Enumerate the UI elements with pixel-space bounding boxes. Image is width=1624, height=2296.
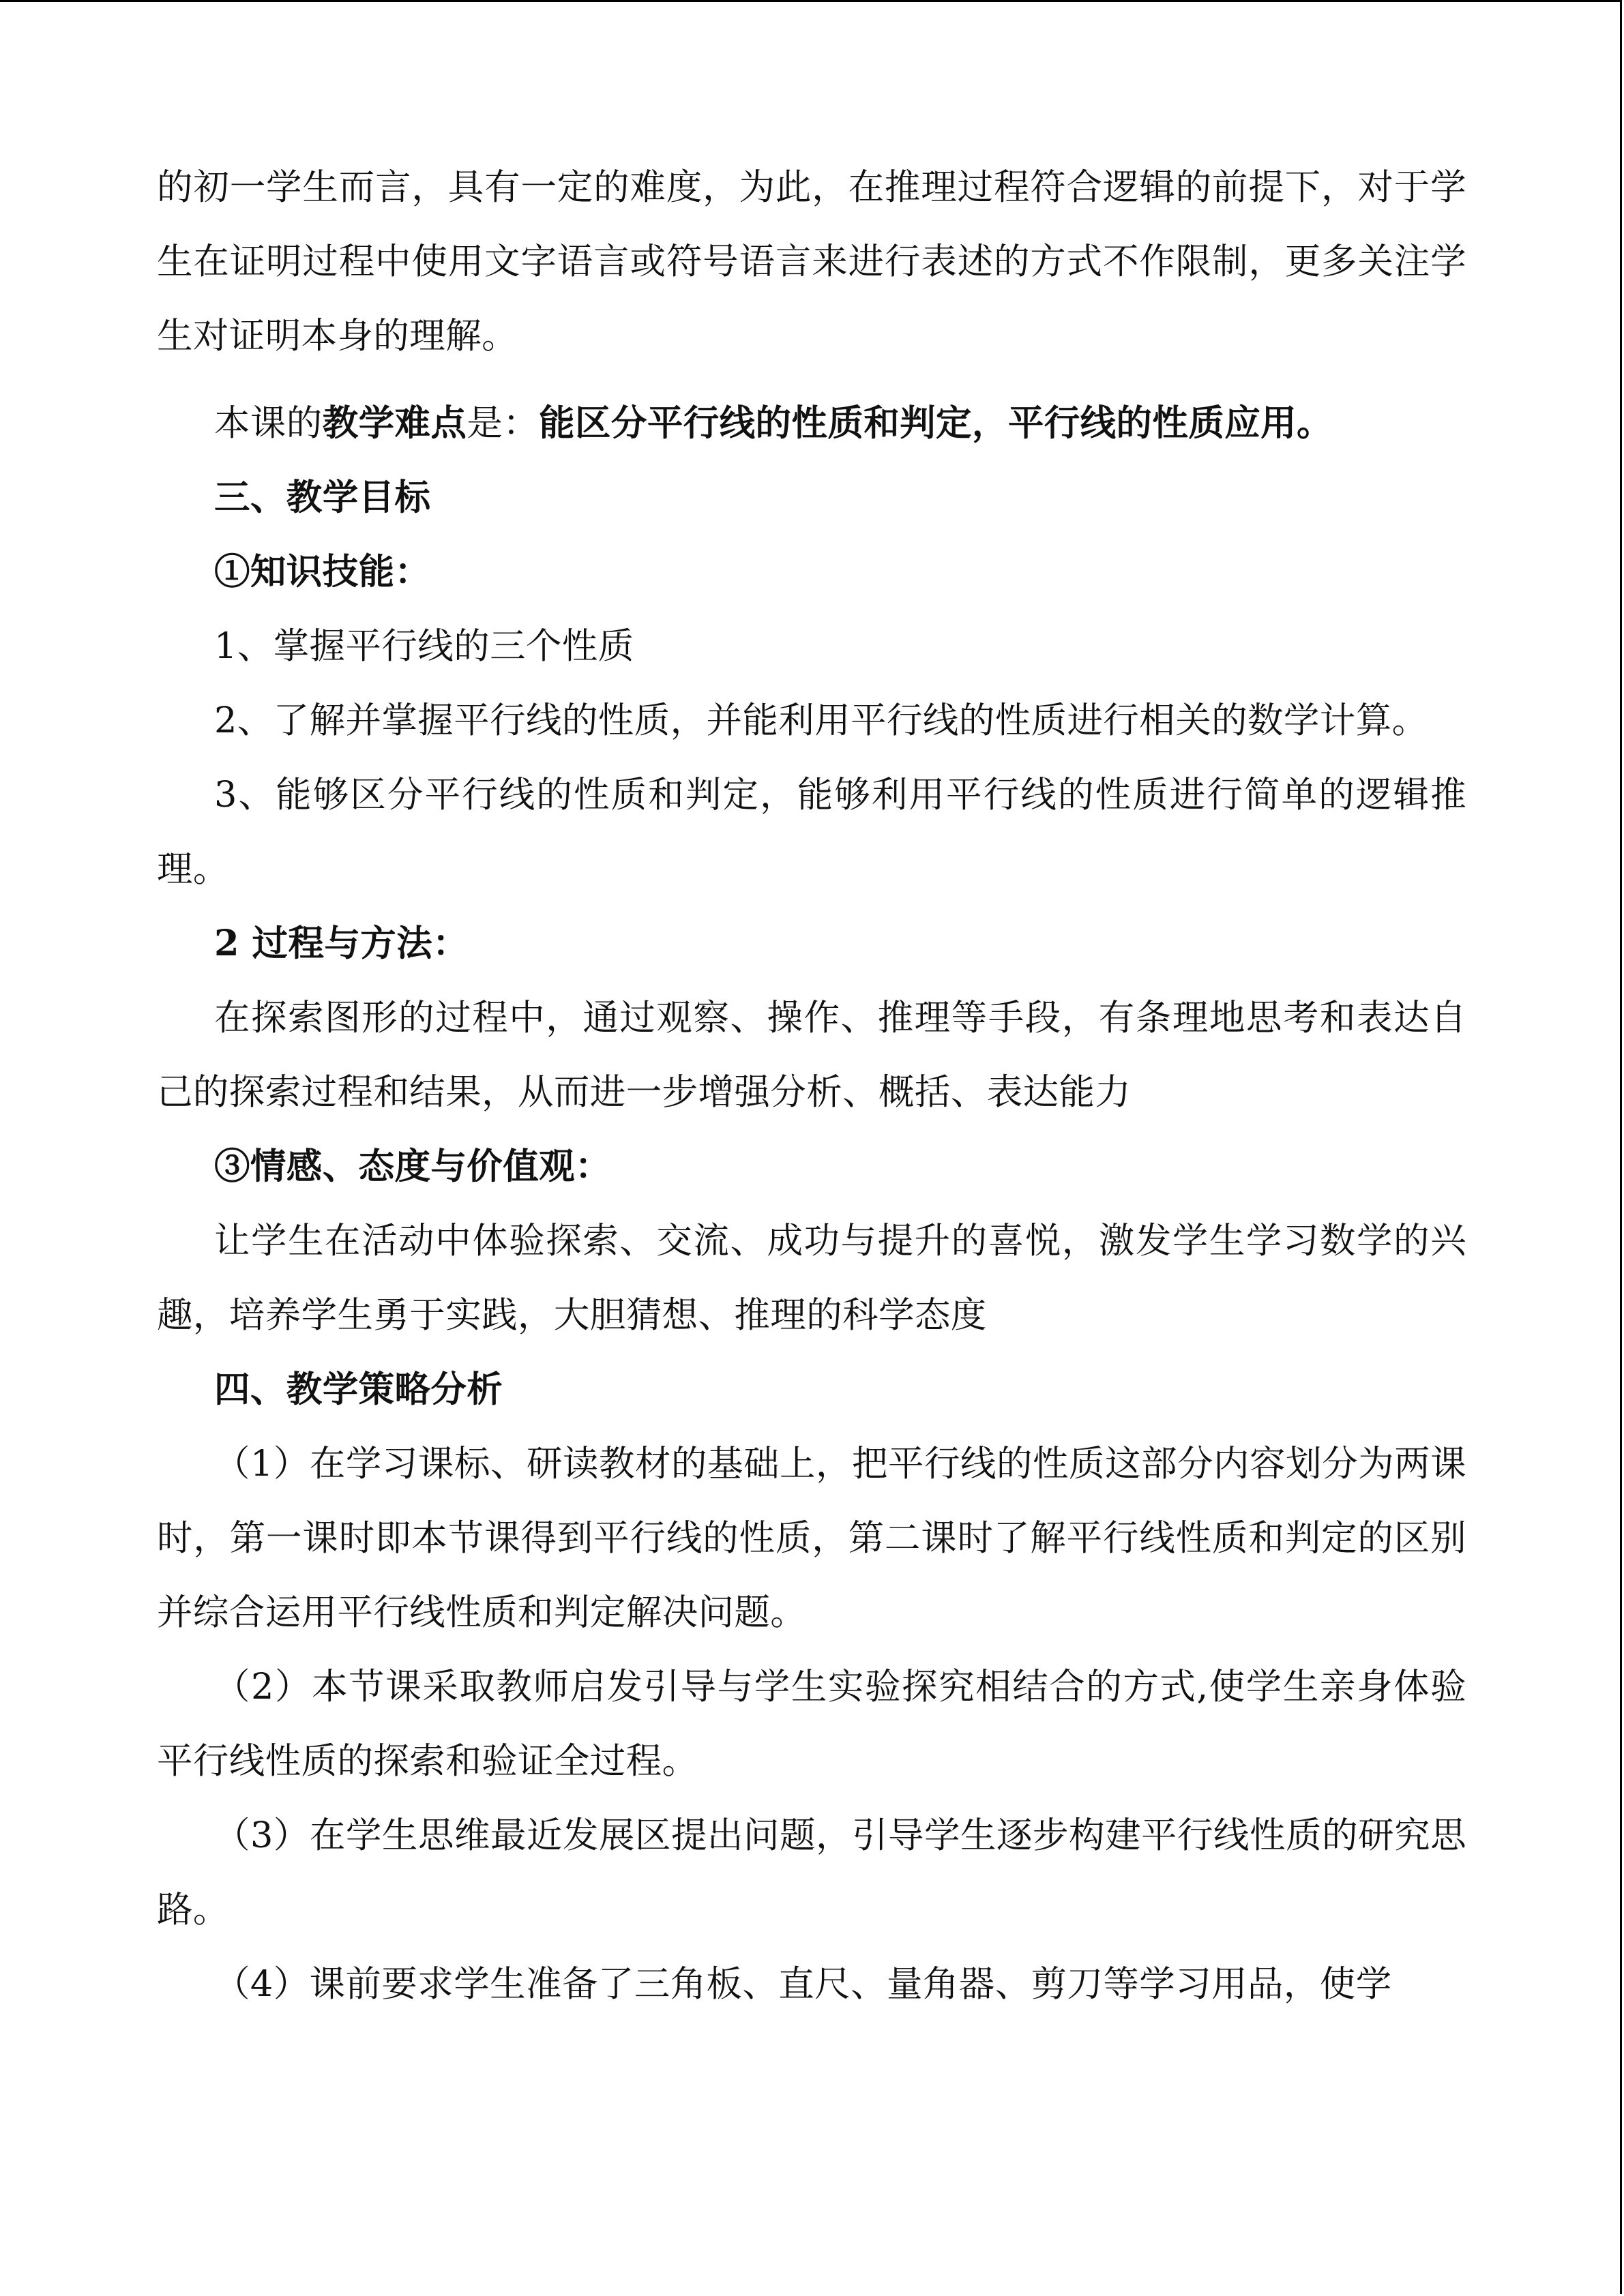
heading-knowledge-skills: ①知识技能： xyxy=(214,551,431,593)
knowledge-item-2: 2、了解并掌握平行线的性质，并能利用平行线的性质进行相关的数学计算。 xyxy=(214,700,1428,741)
strategy-item-2: （2）本节课采取教师启发引导与学生实验探究相结合的方式,使学生亲身体验平行线性质的探索和验证全过程。 xyxy=(157,1666,1466,1782)
heading-process-methods: 2 过程与方法： xyxy=(214,923,469,964)
strategy-item-4: （4）课前要求学生准备了三角板、直尺、量角器、剪刀等学习用品，使学 xyxy=(214,1963,1392,2005)
difficulty-colon: 是： xyxy=(467,402,540,444)
document-body xyxy=(157,150,1466,2021)
knowledge-item-1: 1、掌握平行线的三个性质 xyxy=(214,625,634,667)
paragraph-intro-continuation: 的初一学生而言，具有一定的难度，为此，在推理过程符合逻辑的前提下，对于学生在证明过程中使用文字语言或符号语言来进行表述的方式不作限制，更多关注学生对证明本身的理解。 xyxy=(157,166,1466,357)
heading-teaching-objectives: 三、教学目标 xyxy=(214,477,431,518)
paragraph-emotion-values: 让学生在活动中体验探索、交流、成功与提升的喜悦，激发学生学习数学的兴趣，培养学生勇于实践，大胆猜想、推理的科学态度 xyxy=(157,1220,1466,1336)
difficulty-prefix: 本课的 xyxy=(214,402,323,444)
paragraph-teaching-difficulty xyxy=(157,386,1466,460)
strategy-item-1: （1）在学习课标、研读教材的基础上，把平行线的性质这部分内容划分为两课时，第一课时即本节课得到平行线的性质，第二课时了解平行线性质和判定的区别并综合运用平行线性质和判定解决问题。 xyxy=(157,1443,1466,1633)
knowledge-item-3: 3、能够区分平行线的性质和判定，能够利用平行线的性质进行简单的逻辑推理。 xyxy=(157,774,1466,890)
heading-emotion-values: ③情感、态度与价值观： xyxy=(214,1146,611,1187)
strategy-item-3: （3）在学生思维最近发展区提出问题，引导学生逐步构建平行线性质的研究思路。 xyxy=(157,1815,1466,1930)
difficulty-text: 能区分平行线的性质和判定，平行线的性质应用。 xyxy=(539,402,1333,444)
difficulty-label: 教学难点 xyxy=(322,402,467,444)
heading-teaching-strategy: 四、教学策略分析 xyxy=(214,1369,503,1410)
paragraph-process-methods: 在探索图形的过程中，通过观察、操作、推理等手段，有条理地思考和表达自己的探索过程和结果，从而进一步增强分析、概括、表达能力 xyxy=(157,997,1466,1113)
